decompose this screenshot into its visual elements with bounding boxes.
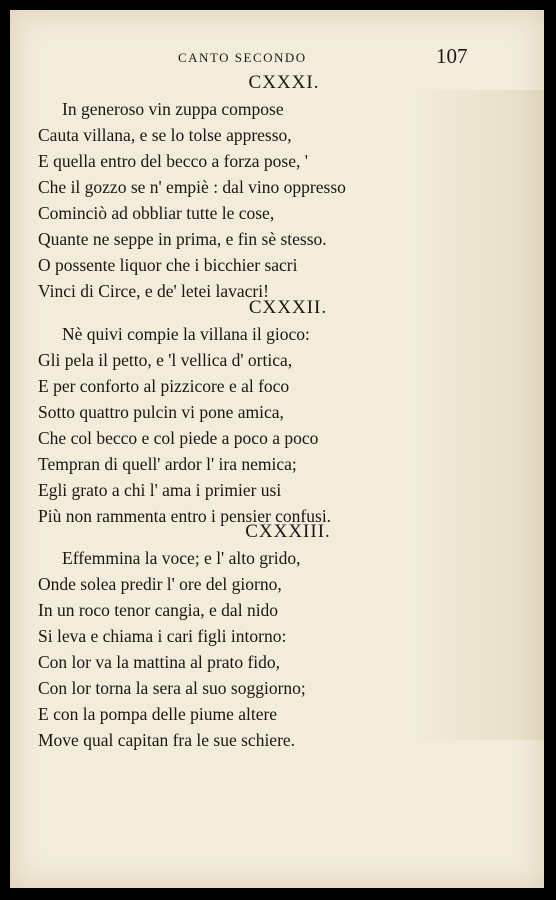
verse-line: O possente liquor che i bicchier sacri [38, 255, 298, 275]
verse-line: Quante ne seppe in prima, e fin sè stesso. [38, 229, 327, 249]
verse-line: Gli pela il petto, e 'l vellica d' ortica, [38, 350, 293, 370]
verse-line: In un roco tenor cangia, e dal nido [38, 600, 279, 620]
verse-line: Sotto quattro pulcin vi pone amica, [38, 402, 284, 422]
verse-line: Effemmina la voce; e l' alto grido, [62, 548, 301, 568]
verse-line: Nè quivi compie la villana il gioco: [62, 324, 310, 344]
stanza-number: CXXXIII. [245, 521, 331, 542]
verse-line: Cominciò ad obbliar tutte le cose, [38, 203, 275, 223]
verse-line: In generoso vin zuppa compose [62, 99, 284, 119]
verse-line: Che col becco e col piede a poco a poco [38, 428, 319, 448]
show-through-shadow [410, 90, 544, 740]
running-title: CANTO SECONDO [178, 50, 307, 65]
verse-line: Che il gozzo se n' empiè : dal vino oppresso [38, 177, 346, 197]
verse-line: E quella entro del becco a forza pose, ' [38, 151, 308, 171]
book-page [10, 10, 544, 888]
verse-line: E con la pompa delle piume altere [38, 704, 278, 724]
verse-line: Tempran di quell' ardor l' ira nemica; [38, 454, 297, 474]
verse-line: Con lor va la mattina al prato fido, [38, 652, 281, 672]
verse-line: E per conforto al pizzicore e al foco [38, 376, 290, 396]
stanza-number: CXXXI. [248, 72, 320, 93]
verse-line: Si leva e chiama i cari figli intorno: [38, 626, 287, 646]
verse-line: Move qual capitan fra le sue schiere. [38, 730, 296, 750]
page-number: 107 [436, 44, 468, 68]
verse-line: Cauta villana, e se lo tolse appresso, [38, 125, 292, 145]
verse-line: Più non rammenta entro i pensier confusi. [38, 506, 332, 526]
verse-line: Con lor torna la sera al suo soggiorno; [38, 678, 306, 698]
verse-line: Vinci di Circe, e de' letei lavacri! [38, 281, 269, 301]
verse-line: Egli grato a chi l' ama i primier usi [38, 480, 282, 500]
stanza-number: CXXXII. [248, 297, 328, 318]
verse-line: Onde solea predir l' ore del giorno, [38, 574, 282, 594]
